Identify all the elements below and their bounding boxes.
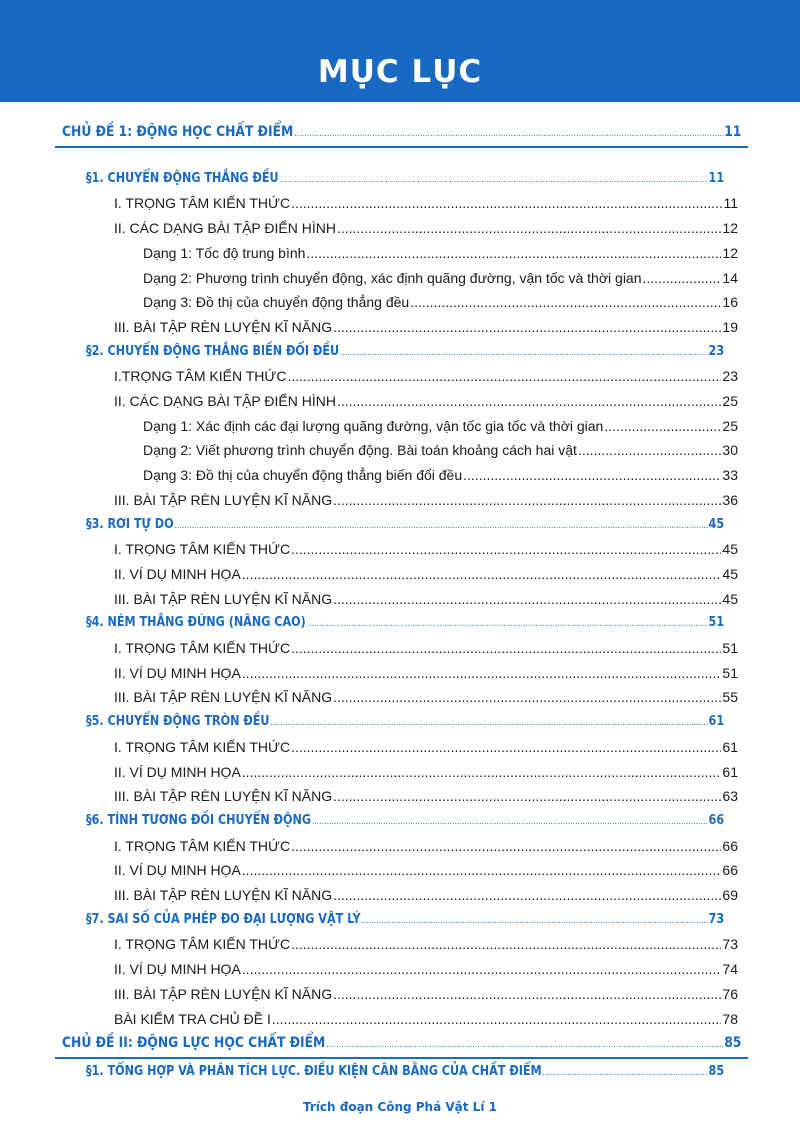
toc-entry[interactable] <box>114 640 738 656</box>
toc-section-entry[interactable] <box>86 517 724 532</box>
toc-entry[interactable] <box>114 689 738 705</box>
dot-leader <box>578 442 721 458</box>
toc-entry-title: Dạng 2: Phương trình chuyển động, xác định quãng đường, vận tốc và thời gian <box>143 269 642 286</box>
toc-entry-title: II. VÍ DỤ MINH HỌA <box>114 664 241 681</box>
toc-entry-page: 73 <box>722 936 738 953</box>
toc-entry-page: 61 <box>708 714 725 730</box>
toc-entry[interactable] <box>114 566 738 582</box>
toc-chapter-entry[interactable] <box>62 124 741 140</box>
toc-entry-page: 30 <box>722 442 738 459</box>
toc-entry-title: II. VÍ DỤ MINH HỌA <box>114 961 241 978</box>
toc-entry[interactable] <box>143 294 738 310</box>
toc-entry-page: 45 <box>708 516 725 532</box>
toc-entry-page: 11 <box>708 170 725 186</box>
chapter-rule <box>55 146 748 148</box>
dot-leader <box>242 862 722 878</box>
dot-leader <box>463 467 721 483</box>
toc-entry-page: 16 <box>722 294 738 311</box>
toc-entry[interactable] <box>114 220 738 236</box>
toc-entry-page: 25 <box>722 417 738 434</box>
toc-entry-title: §3. RƠI TỰ DO <box>86 516 174 532</box>
toc-entry-page: 76 <box>722 985 738 1002</box>
toc-entry[interactable] <box>114 492 738 508</box>
toc-entry-title: I. TRỌNG TÂM KIẾN THỨC <box>114 195 291 212</box>
toc-entry-title: III. BÀI TẬP RÈN LUYỆN KĨ NĂNG <box>114 590 333 607</box>
toc-entry-title: II. VÍ DỤ MINH HỌA <box>114 565 241 582</box>
dot-leader <box>542 1068 707 1078</box>
toc-entry-page: 11 <box>724 124 742 140</box>
dot-leader <box>333 689 721 705</box>
toc-chapter-entry[interactable] <box>62 1035 741 1051</box>
toc-entry-title: §6. TÍNH TƯƠNG ĐỐI CHUYỂN ĐỘNG <box>86 812 312 828</box>
toc-entry-title: I. TRỌNG TÂM KIẾN THỨC <box>114 640 291 656</box>
toc-entry[interactable] <box>114 764 738 780</box>
toc-entry[interactable] <box>143 245 738 261</box>
toc-entry-title: I. TRỌNG TÂM KIẾN THỨC <box>114 837 291 854</box>
toc-entry-title: Dạng 1: Tốc độ trung bình <box>143 244 306 261</box>
toc-entry-title: Dạng 3: Đồ thị của chuyển động thẳng biến đổi đều <box>143 467 463 484</box>
toc-entry[interactable] <box>114 739 738 755</box>
toc-entry[interactable] <box>143 442 738 458</box>
toc-entry-page: 45 <box>722 541 738 558</box>
toc-entry-title: §7. SAI SỐ CỦA PHÉP ĐO ĐẠI LƯỢNG VẬT LÝ <box>86 911 361 927</box>
toc-entry-page: 12 <box>722 220 738 237</box>
toc-section-entry[interactable] <box>86 344 724 359</box>
toc-entry[interactable] <box>143 418 738 434</box>
toc-entry-page: 14 <box>722 269 738 286</box>
toc-entry-title: I. TRỌNG TÂM KIẾN THỨC <box>114 936 291 953</box>
page-title: MỤC LỤC <box>317 54 483 90</box>
toc-entry-title: III. BÀI TẬP RÈN LUYỆN KĨ NĂNG <box>114 985 333 1002</box>
dot-leader <box>337 393 721 409</box>
toc-entry[interactable] <box>114 936 738 952</box>
toc-entry-title: I.TRỌNG TÂM KIẾN THỨC <box>114 368 287 385</box>
toc-entry-page: 74 <box>722 961 738 978</box>
dot-leader <box>307 619 708 629</box>
toc-entry-title: BÀI KIỂM TRA CHỦ ĐỀ I <box>114 1010 271 1027</box>
toc-entry[interactable] <box>143 467 738 483</box>
chapter-rule <box>55 1057 748 1059</box>
toc-entry-page: 51 <box>722 664 738 681</box>
toc-entry[interactable] <box>114 665 738 681</box>
toc-entry[interactable] <box>114 862 738 878</box>
toc-entry-title: III. BÀI TẬP RÈN LUYỆN KĨ NĂNG <box>114 689 333 706</box>
dot-leader <box>291 739 721 755</box>
toc-entry[interactable] <box>114 319 738 335</box>
toc-entry[interactable] <box>114 1011 738 1027</box>
dot-leader <box>333 986 721 1002</box>
dot-leader <box>287 368 721 384</box>
toc-entry-title: III. BÀI TẬP RÈN LUYỆN KĨ NĂNG <box>114 788 333 805</box>
dot-leader <box>242 961 722 977</box>
toc-entry-page: 45 <box>722 590 738 607</box>
dot-leader <box>270 718 707 728</box>
dot-leader <box>242 665 722 681</box>
toc-entry-title: Dạng 3: Đồ thị của chuyển động thẳng đều <box>143 294 410 311</box>
dot-leader <box>326 1040 723 1050</box>
toc-entry[interactable] <box>114 986 738 1002</box>
dot-leader <box>279 175 707 185</box>
toc-entry-title: §1. TỔNG HỢP VÀ PHÂN TÍCH LỰC. ĐIỀU KIỆN CÂN BẰNG CỦA CHẤT ĐIỂM <box>86 1063 542 1079</box>
dot-leader <box>333 887 721 903</box>
dot-leader <box>291 195 722 211</box>
dot-leader <box>361 916 707 926</box>
toc-entry[interactable] <box>143 270 738 286</box>
dot-leader <box>291 640 721 656</box>
dot-leader <box>294 129 723 139</box>
toc-entry-title: Dạng 1: Xác định các đại lượng quãng đường, vận tốc gia tốc và thời gian <box>143 417 604 434</box>
toc-entry-page: 19 <box>722 318 738 335</box>
toc-entry-title: II. CÁC DẠNG BÀI TẬP ĐIỂN HÌNH <box>114 220 336 237</box>
toc-entry-title: II. VÍ DỤ MINH HỌA <box>114 763 241 780</box>
toc-entry-page: 51 <box>722 640 738 656</box>
toc-entry-page: 61 <box>722 763 738 780</box>
toc-entry[interactable] <box>114 887 738 903</box>
toc-entry-page: 55 <box>722 689 738 706</box>
toc-entry-page: 11 <box>723 195 738 212</box>
dot-leader <box>174 521 707 531</box>
toc-entry-page: 66 <box>708 812 725 828</box>
toc-entry-title: §5. CHUYỂN ĐỘNG TRÒN ĐỀU <box>86 714 270 730</box>
toc-entry-page: 85 <box>708 1063 725 1079</box>
toc-entry-page: 23 <box>708 343 725 359</box>
toc-entry[interactable] <box>114 393 738 409</box>
toc-entry-page: 63 <box>722 788 738 805</box>
dot-leader <box>291 936 721 952</box>
toc-entry-page: 66 <box>722 837 738 854</box>
toc-entry-page: 85 <box>724 1035 742 1052</box>
toc-entry-title: CHỦ ĐỀ II: ĐỘNG LỰC HỌC CHẤT ĐIỂM <box>62 1035 326 1052</box>
toc-entry-page: 61 <box>722 738 738 755</box>
toc-section-entry[interactable] <box>86 615 724 630</box>
toc-section-entry[interactable] <box>86 1064 724 1079</box>
toc-entry-page: 69 <box>722 887 738 903</box>
toc-entry-title: I. TRỌNG TÂM KIẾN THỨC <box>114 738 291 755</box>
dot-leader <box>604 418 721 434</box>
dot-leader <box>340 348 708 358</box>
toc-entry[interactable] <box>114 591 738 607</box>
toc-section-entry[interactable] <box>86 912 724 927</box>
dot-leader <box>410 294 721 310</box>
toc-entry-page: 51 <box>708 615 725 631</box>
toc-entry[interactable] <box>114 368 738 384</box>
toc-entry-page: 36 <box>722 491 738 508</box>
toc-entry-title: I. TRỌNG TÂM KIẾN THỨC <box>114 541 291 558</box>
dot-leader <box>291 541 721 557</box>
toc-section-entry[interactable] <box>86 813 724 828</box>
dot-leader <box>333 788 721 804</box>
dot-leader <box>291 838 721 854</box>
toc-entry-title: III. BÀI TẬP RÈN LUYỆN KĨ NĂNG <box>114 887 333 903</box>
page-footer: Trích đoạn Công Phá Vật Lí 1 <box>303 1100 497 1114</box>
toc-entry-page: 45 <box>722 565 738 582</box>
toc-entry-page: 66 <box>722 862 738 879</box>
toc-entry[interactable] <box>114 541 738 557</box>
toc-entry-title: II. CÁC DẠNG BÀI TẬP ĐIỂN HÌNH <box>114 393 336 409</box>
toc-entry-page: 78 <box>722 1010 738 1027</box>
toc-entry-title: CHỦ ĐỀ 1: ĐỘNG HỌC CHẤT ĐIỂM <box>62 124 294 140</box>
toc-entry[interactable] <box>114 195 738 211</box>
toc-entry-title: §4. NÉM THẲNG ĐỨNG (NÂNG CAO) <box>86 615 306 631</box>
toc-entry-page: 23 <box>722 368 738 385</box>
toc-entry-title: II. VÍ DỤ MINH HỌA <box>114 862 241 879</box>
toc-entry-page: 33 <box>722 467 738 484</box>
toc-entry-title: III. BÀI TẬP RÈN LUYỆN KĨ NĂNG <box>114 491 333 508</box>
toc-entry-page: 12 <box>722 244 738 261</box>
dot-leader <box>242 764 722 780</box>
dot-leader <box>643 270 722 286</box>
dot-leader <box>306 245 721 261</box>
toc-entry-title: Dạng 2: Viết phương trình chuyển động. Bài toán khoảng cách hai vật <box>143 442 577 459</box>
dot-leader <box>333 319 721 335</box>
toc-section-entry[interactable] <box>86 714 724 729</box>
toc-entry-page: 25 <box>722 393 738 409</box>
toc-section-entry[interactable] <box>86 171 724 186</box>
dot-leader <box>272 1011 722 1027</box>
toc-entry-title: III. BÀI TẬP RÈN LUYỆN KĨ NĂNG <box>114 318 333 335</box>
toc-entry[interactable] <box>114 961 738 977</box>
toc-entry-page: 73 <box>708 911 725 927</box>
toc-entry-title: §1. CHUYỂN ĐỘNG THẲNG ĐỀU <box>86 170 279 186</box>
dot-leader <box>333 492 721 508</box>
dot-leader <box>333 591 721 607</box>
toc-entry-title: §2. CHUYỂN ĐỘNG THẲNG BIẾN ĐỔI ĐỀU <box>86 343 340 359</box>
dot-leader <box>242 566 722 582</box>
toc-entry[interactable] <box>114 838 738 854</box>
toc-entry[interactable] <box>114 788 738 804</box>
dot-leader <box>312 817 708 827</box>
dot-leader <box>337 220 721 236</box>
